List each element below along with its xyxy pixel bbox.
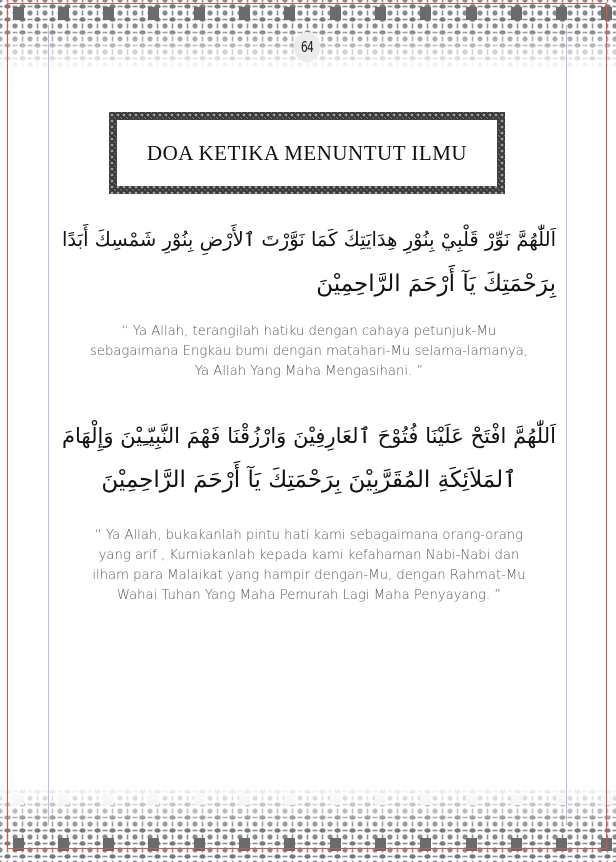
geometric-pattern-bottom [0, 785, 616, 862]
title-frame [109, 112, 505, 194]
translation-line: yang arif , Kurniakanlah kepada kami kefahaman Nabi-Nabi dan [98, 548, 520, 563]
arabic-line: اَللّٰهُمَّ افْتَحْ عَلَيْنَا فُتُوْحَ ٱلعَارِفِيْنَ وَارْزُقْنَا فَهْمَ النَّبِيّـِيْنَ وَإِلْهَامَ [62, 424, 556, 448]
doa-1-translation [62, 322, 556, 382]
arabic-line: بِرَحْمَتِكَ يَآ أَرْحَمَ الرَّاحِمِيْنَ [316, 271, 556, 297]
page-title-text: DOA KETIKA MENUNTUT ILMU [146, 140, 468, 165]
doa-1-arabic [62, 218, 556, 306]
translation-line: Ya Allah Yang Maha Mengasihani. ” [194, 364, 424, 379]
arabic-line: اَللّٰهُمَّ نَوِّرْ قَلْبِيْ بِنُوْرِ هِدَايَتِكَ كَمَا نَوَّرْتَ ٱلأَرْضِ بِنُوْرِ شَمْسِكَ أَبَدًا [62, 228, 556, 251]
translation-line: “ Ya Allah, bukakanlah pintu hati kami sebagaimana orang-orang [94, 528, 524, 543]
doa-2-arabic [62, 414, 556, 502]
translation-line: “ Ya Allah, terangilah hatiku dengan cahaya petunjuk-Mu [121, 324, 497, 339]
page-number: 64 [293, 32, 320, 62]
translation-line: sebagaimana Engkau bumi dengan matahari-Mu selama-lamanya, [89, 344, 529, 359]
left-margin-guide [48, 25, 49, 825]
doa-2-translation [62, 526, 556, 606]
bottom-ornament-band [0, 785, 616, 862]
right-margin-guide [566, 25, 567, 825]
translation-line: Wahai Tuhan Yang Maha Pemurah Lagi Maha Penyayang. ” [116, 588, 502, 603]
translation-line: ilham para Malaikat yang hampir dengan-Mu, dengan Rahmat-Mu [92, 568, 526, 583]
arabic-line: ٱلمَلاَئِكَةِ المُقَرَّبِيْنَ بِرَحْمَتِكَ يَآ أَرْحَمَ الرَّاحِمِيْنَ [101, 467, 517, 493]
page-title [109, 112, 505, 194]
